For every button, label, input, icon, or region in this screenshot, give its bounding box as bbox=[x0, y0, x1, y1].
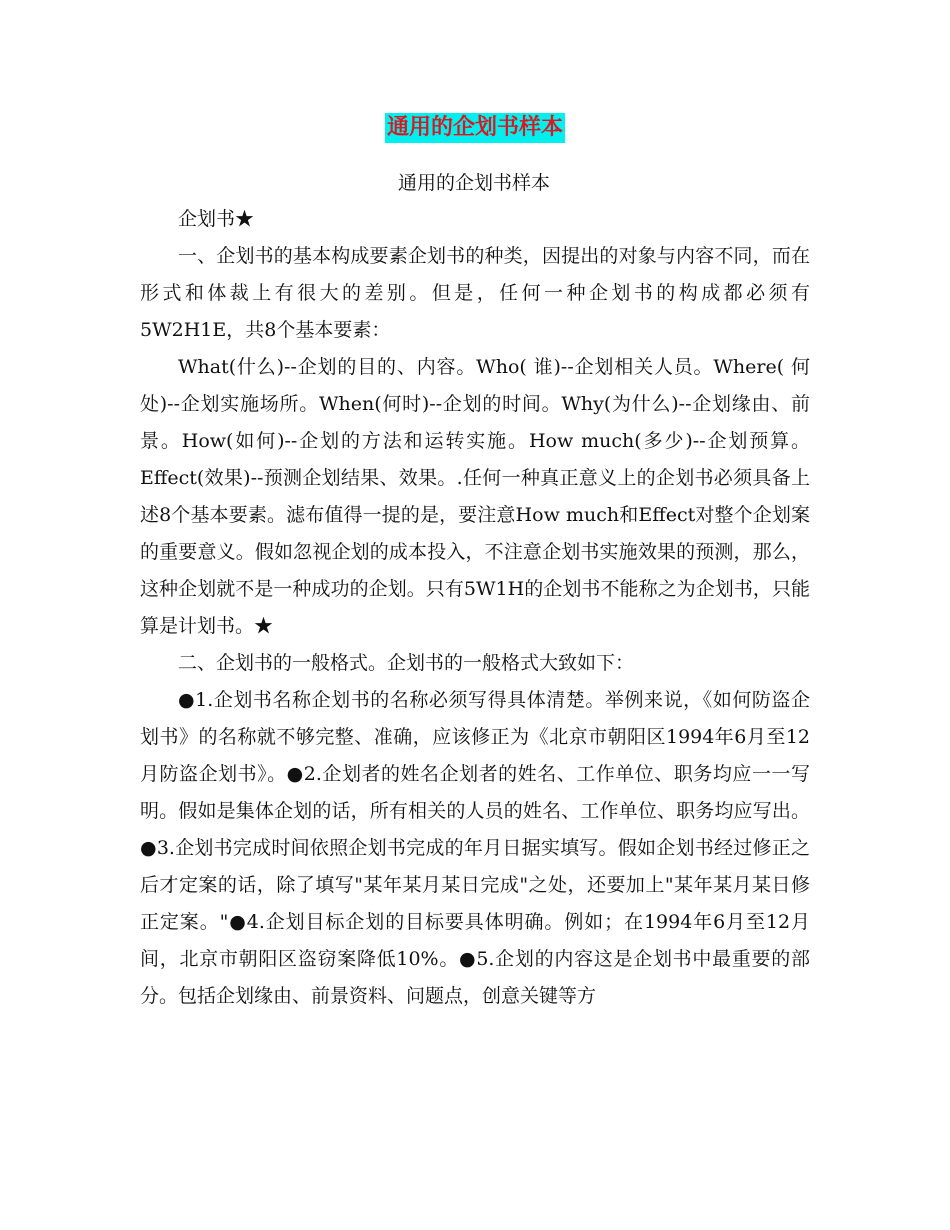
title-container bbox=[0, 113, 950, 143]
paragraph-section-two: 二、企划书的一般格式。企划书的一般格式大致如下： bbox=[178, 652, 635, 674]
document-body bbox=[140, 201, 810, 1015]
document-subtitle: 通用的企划书样本 bbox=[397, 172, 550, 194]
paragraph-heading: 企划书★ bbox=[178, 208, 255, 230]
paragraph-elements: What(什么)--企划的目的、内容。Who( 谁)--企划相关人员。Where( 何处)--企划实施场所。When(何时)--企划的时间。Why(为什么)--企划缘由、前景。How(如何)--企划的方法和运转实施。How much(多少)--企划预算。Effect(效果)--预测企划结果、效果。.任何一种真正意义上的企划书必须具备上述8个基本要素。滤布值得一提的是，要注意How much和Effect对整个企划案的重要意义。假如忽视企划的成本投入，不注意企划书实施效果的预测，那么，这种企划就不是一种成功的企划。只有5W1H的企划书不能称之为企划书，只能算是计划书。★ bbox=[140, 356, 810, 637]
document-title: 通用的企划书样本 bbox=[385, 113, 565, 143]
paragraph-section-one: 一、企划书的基本构成要素企划书的种类，因提出的对象与内容不同，而在形式和体裁上有很大的差别。但是，任何一种企划书的构成都必须有5W2H1E，共8个基本要素： bbox=[140, 245, 810, 341]
paragraph-format-items: ●1.企划书名称企划书的名称必须写得具体清楚。举例来说，《如何防盗企划书》的名称就不够完整、准确，应该修正为《北京市朝阳区1994年6月至12月防盗企划书》。●2.企划者的姓名企划者的姓名、工作单位、职务均应一一写明。假如是集体企划的话，所有相关的人员的姓名、工作单位、职务均应写出。●3.企划书完成时间依照企划书完成的年月日据实填写。假如企划书经过修正之后才定案的话，除了填写"某年某月某日完成"之处，还要加上"某年某月某日修正定案。"●4.企划目标企划的目标要具体明确。例如；在1994年6月至12月间，北京市朝阳区盗窃案降低10%。●5.企划的内容这是企划书中最重要的部分。包括企划缘由、前景资料、问题点，创意关键等方 bbox=[140, 689, 810, 1007]
